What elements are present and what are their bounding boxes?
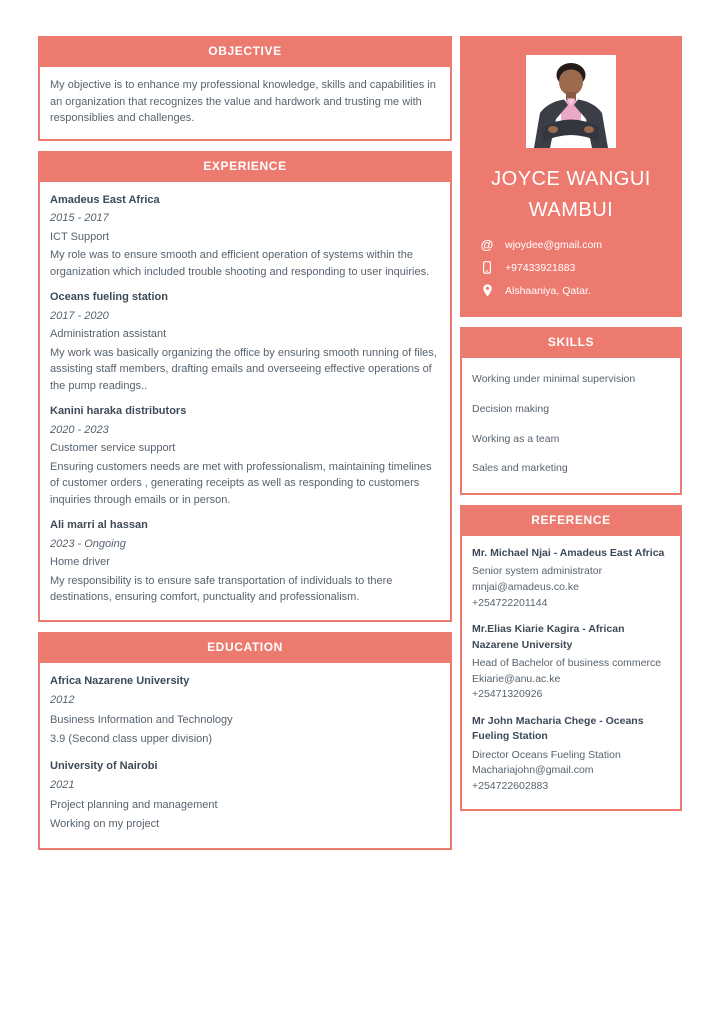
profile-card	[460, 36, 682, 317]
skill-item: Working as a team	[472, 432, 560, 445]
contact-email-row	[480, 238, 682, 251]
job-role: Administration assistant	[50, 328, 167, 340]
email-icon: @	[480, 237, 494, 252]
reference-email: Machariajohn@gmail.com	[472, 764, 594, 777]
job-description: Ensuring customers needs are met with professionalism, maintaining timelines of customer orders , generating receipts as well as responding to customers inquiries through emails or in person.	[50, 460, 432, 506]
school-course: Project planning and management	[50, 798, 218, 811]
contact-phone-row	[480, 261, 682, 274]
skills-header: SKILLS	[460, 327, 682, 358]
profile-photo	[526, 55, 616, 148]
skills-body	[460, 358, 682, 495]
left-column	[38, 36, 452, 860]
experience-entry	[50, 289, 440, 394]
contact-location: Alshaaniya, Qatar.	[505, 284, 591, 297]
objective-body	[38, 67, 452, 141]
job-company: Oceans fueling station	[50, 291, 168, 303]
contact-location-row	[480, 284, 682, 297]
reference-entry	[472, 622, 670, 703]
school-name: Africa Nazarene University	[50, 674, 190, 687]
objective-text: My objective is to enhance my professional knowledge, skills and capabilities in an organization that recognizes the value and hardwork and trusting me with responsiblies and challenges.	[50, 79, 436, 124]
experience-entry	[50, 403, 440, 508]
experience-body	[38, 182, 452, 622]
school-grade: 3.9 (Second class upper division)	[50, 733, 213, 745]
objective-section	[38, 36, 452, 141]
job-role: ICT Support	[50, 230, 110, 243]
skills-section	[460, 327, 682, 495]
experience-entry	[50, 192, 440, 281]
reference-role: Director Oceans Fueling Station	[472, 748, 621, 761]
skill-item: Sales and marketing	[472, 462, 568, 475]
reference-role: Senior system administrator	[472, 565, 603, 578]
job-company: Kanini haraka distributors	[50, 405, 187, 417]
skill-item: Decision making	[472, 402, 550, 415]
job-dates: 2015 - 2017	[50, 212, 109, 224]
contact-email: wjoydee@gmail.com	[505, 238, 603, 251]
right-column	[460, 36, 682, 821]
job-company: Amadeus East Africa	[50, 193, 160, 206]
reference-phone: +254722602883	[472, 780, 549, 793]
job-role: Home driver	[50, 556, 110, 568]
job-description: My role was to ensure smooth and efficient operation of systems within the organization which included trouble shooting and responding to user inquiries.	[50, 249, 430, 278]
job-dates: 2023 - Ongoing	[50, 537, 126, 550]
location-icon	[480, 284, 494, 297]
reference-email: mnjai@amadeus.co.ke	[472, 580, 579, 593]
reference-email: Ekiarie@anu.ac.ke	[472, 672, 561, 685]
experience-header: EXPERIENCE	[38, 151, 452, 182]
school-name: University of Nairobi	[50, 759, 158, 772]
education-section	[38, 632, 452, 850]
reference-name: Mr. Michael Njai - Amadeus East Africa	[472, 547, 665, 559]
contact-phone: +97433921883	[505, 261, 576, 274]
reference-phone: +25471320926	[472, 688, 543, 701]
experience-section	[38, 151, 452, 622]
job-description: My work was basically organizing the office by ensuring smooth running of files, assisting staff members, drafting emails and overseeing effective operations of the pump readings..	[50, 346, 437, 392]
objective-header: OBJECTIVE	[38, 36, 452, 67]
school-status: Working on my project	[50, 818, 160, 830]
job-dates: 2020 - 2023	[50, 423, 109, 436]
experience-entry	[50, 517, 440, 606]
reference-phone: +254722201144	[472, 596, 548, 609]
reference-section	[460, 505, 682, 811]
reference-header: REFERENCE	[460, 505, 682, 536]
reference-entry	[472, 546, 670, 611]
school-course: Business Information and Technology	[50, 713, 233, 726]
contact-list	[460, 238, 682, 297]
phone-icon	[480, 261, 494, 274]
job-dates: 2017 - 2020	[50, 309, 109, 322]
reference-entry	[472, 714, 670, 795]
education-body	[38, 663, 452, 850]
reference-body	[460, 536, 682, 811]
school-year: 2021	[50, 779, 75, 791]
education-entry	[50, 758, 440, 833]
education-header: EDUCATION	[38, 632, 452, 663]
education-entry	[50, 673, 440, 748]
job-role: Customer service support	[50, 442, 176, 454]
job-description: My responsibility is to ensure safe transportation of individuals to there destinations, ensuring comfort, punctuality and professionalism.	[50, 574, 393, 603]
skill-item: Working under minimal supervision	[472, 373, 636, 385]
reference-role: Head of Bachelor of business commerce	[472, 656, 662, 669]
reference-name: Mr.Elias Kiarie Kagira - African Nazarene University	[472, 623, 625, 651]
job-company: Ali marri al hassan	[50, 519, 148, 531]
reference-name: Mr John Macharia Chege - Oceans Fueling Station	[472, 715, 644, 743]
school-year: 2012	[50, 694, 75, 706]
profile-name: JOYCE WANGUI WAMBUI	[491, 168, 651, 221]
